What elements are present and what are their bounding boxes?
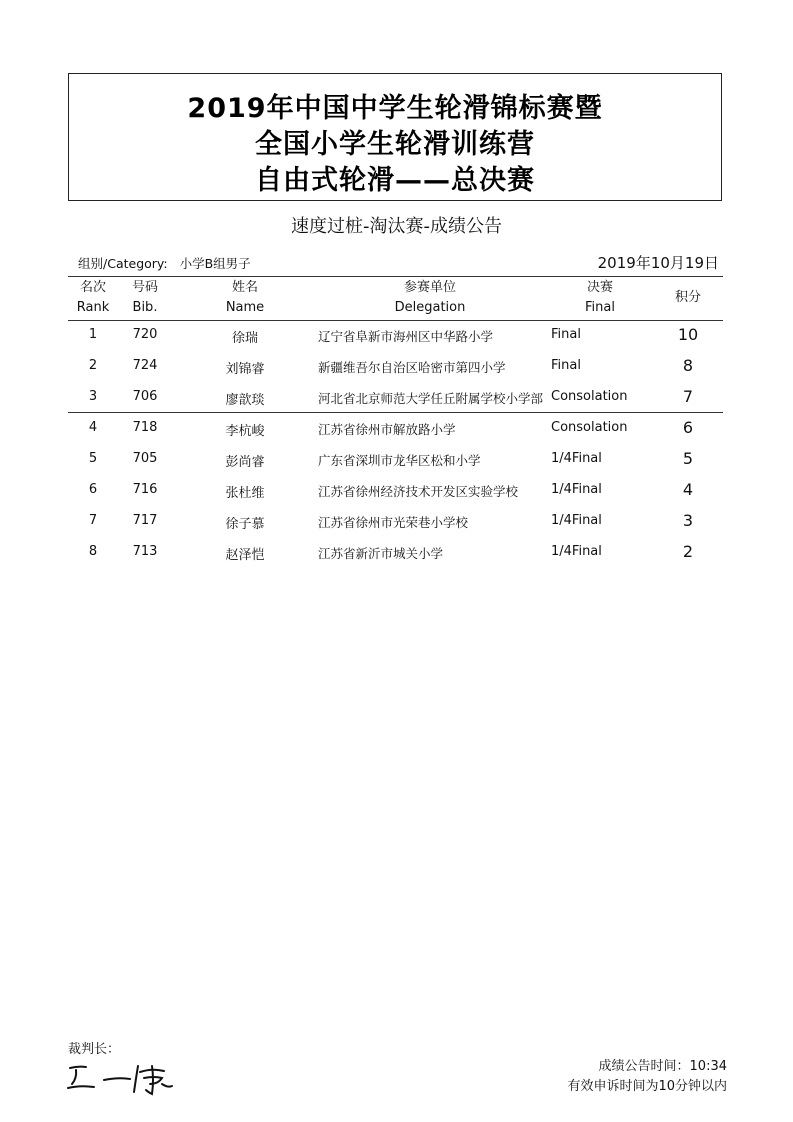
header-final	[570, 278, 630, 318]
subtitle: 速度过桩-淘汰赛-成绩公告	[291, 216, 502, 237]
header-points: 积分	[674, 290, 701, 305]
delegation-cell: 广东省深圳市龙华区松和小学	[318, 453, 481, 468]
points-cell: 3	[682, 511, 694, 530]
header-rank-cn: 名次	[79, 280, 106, 295]
final-stage-cell: 1/4Final	[551, 451, 602, 466]
points-cell: 4	[682, 480, 694, 499]
athlete-name-cell: 徐子慕	[225, 517, 265, 532]
rank-cell: 2	[88, 358, 98, 373]
athlete-name-cell: 刘锦睿	[225, 362, 265, 377]
final-stage-cell: 1/4Final	[551, 482, 602, 497]
header-bottom-rule	[68, 320, 723, 321]
header-delegation-en: Delegation	[394, 300, 466, 315]
final-stage-cell: 1/4Final	[551, 544, 602, 559]
athlete-name-cell: 李杭峻	[225, 424, 265, 439]
category-label: 组别/Category:	[78, 256, 168, 271]
final-stage-cell: Consolation	[551, 389, 628, 404]
final-stage-cell: 1/4Final	[551, 513, 602, 528]
category-value: 小学B组男子	[179, 256, 251, 271]
final-stage-cell: Final	[551, 327, 581, 342]
rank-cell: 5	[88, 451, 98, 466]
category-row	[78, 254, 259, 272]
athlete-name-cell: 廖歆琰	[225, 393, 265, 408]
bib-cell: 717	[132, 513, 158, 528]
header-bib-cn: 号码	[131, 280, 158, 295]
athlete-name-cell: 彭尚睿	[225, 455, 265, 470]
header-rank	[74, 278, 112, 318]
points-cell: 10	[677, 325, 699, 344]
bib-cell: 724	[132, 358, 158, 373]
delegation-cell: 江苏省徐州市解放路小学	[318, 422, 456, 437]
title-box	[68, 73, 722, 201]
points-cell: 6	[682, 418, 694, 437]
delegation-cell: 江苏省徐州市光荣巷小学校	[318, 515, 469, 530]
athlete-name-cell: 赵泽恺	[225, 548, 265, 563]
delegation-cell: 江苏省新沂市城关小学	[318, 546, 444, 561]
delegation-cell: 河北省北京师范大学任丘附属学校小学部	[318, 391, 544, 406]
date: 2019年10月19日	[597, 254, 719, 272]
header-rank-en: Rank	[76, 300, 110, 315]
delegation-cell: 江苏省徐州经济技术开发区实验学校	[318, 484, 519, 499]
athlete-name-cell: 徐瑞	[231, 331, 258, 346]
rank-cell: 3	[88, 389, 98, 404]
header-name-en: Name	[225, 300, 265, 315]
final-stage-cell: Consolation	[551, 420, 628, 435]
rank-cell: 6	[88, 482, 98, 497]
title-line-1: 2019年中国中学生轮滑锦标赛暨	[187, 93, 603, 124]
bib-cell: 716	[132, 482, 158, 497]
points-cell: 7	[682, 387, 694, 406]
header-delegation-cn: 参赛单位	[403, 280, 456, 295]
delegation-cell: 辽宁省阜新市海州区中华路小学	[318, 329, 494, 344]
rank-cell: 1	[88, 327, 98, 342]
title-line-3: 自由式轮滑——总决赛	[255, 165, 535, 196]
delegation-cell: 新疆维吾尔自治区哈密市第四小学	[318, 360, 506, 375]
rank-cell: 8	[88, 544, 98, 559]
header-final-cn: 决赛	[586, 280, 613, 295]
header-name-cn: 姓名	[231, 280, 258, 295]
announce-time: 成绩公告时间：10:34	[598, 1059, 727, 1074]
points-cell: 2	[682, 542, 694, 561]
bib-cell: 720	[132, 327, 158, 342]
header-final-en: Final	[585, 300, 615, 315]
bib-cell: 713	[132, 544, 158, 559]
header-bib-en: Bib.	[132, 300, 158, 315]
header-top-rule	[68, 276, 723, 277]
judge-label: 裁判长：	[68, 1042, 121, 1057]
bib-cell: 718	[132, 420, 158, 435]
header-name	[210, 278, 280, 318]
header-bib	[125, 278, 165, 318]
points-cell: 8	[682, 356, 694, 375]
judge-signature	[66, 1058, 176, 1098]
bib-cell: 706	[132, 389, 158, 404]
rank-cell: 7	[88, 513, 98, 528]
appeal-note: 有效申诉时间为10分钟以内	[567, 1079, 727, 1094]
rank-cell: 4	[88, 420, 98, 435]
bib-cell: 705	[132, 451, 158, 466]
top-three-divider	[68, 412, 723, 413]
points-cell: 5	[682, 449, 694, 468]
title-line-2: 全国小学生轮滑训练营	[255, 129, 535, 160]
header-delegation	[380, 278, 480, 318]
final-stage-cell: Final	[551, 358, 581, 373]
athlete-name-cell: 张杜维	[225, 486, 265, 501]
